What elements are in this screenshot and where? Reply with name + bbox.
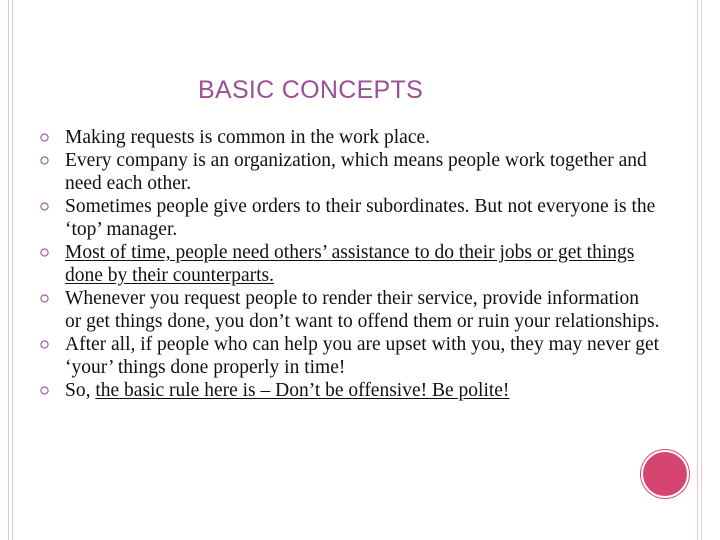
bullet-text: Making requests is common in the work place. <box>65 127 431 148</box>
bullet-item <box>40 287 660 333</box>
bullet-item <box>40 126 660 149</box>
bullet-text: Whenever you request people to render their service, provide information or get things done, you don’t want to offend them or ruin your relationships. <box>65 288 660 332</box>
hollow-circle-icon <box>40 202 49 211</box>
bullet-text: So, <box>65 380 96 401</box>
accent-circle <box>641 450 689 498</box>
slide-title: BASIC CONCEPTS <box>198 76 424 104</box>
hollow-circle-icon <box>40 248 49 257</box>
bullet-text: Most of time, people need others’ assistance to do their jobs or get things done by their counterparts. <box>65 242 635 286</box>
hollow-circle-icon <box>40 294 49 303</box>
hollow-circle-icon <box>40 133 49 142</box>
bullet-text: the basic rule here is – Don’t be offensive! Be polite! <box>95 380 510 401</box>
bullet-item <box>40 241 660 287</box>
bullet-text: Every company is an organization, which means people work together and need each other. <box>65 150 647 194</box>
hollow-circle-icon <box>40 386 49 395</box>
hollow-circle-icon <box>40 156 49 165</box>
bullet-text: After all, if people who can help you are upset with you, they may never get ‘your’ things done properly in time! <box>65 334 660 378</box>
bullet-item <box>40 333 660 379</box>
bullet-text: Sometimes people give orders to their subordinates. But not everyone is the ‘top’ manager. <box>65 196 656 240</box>
bullet-item <box>40 379 660 402</box>
hollow-circle-icon <box>40 340 49 349</box>
bullet-list <box>40 126 660 402</box>
bullet-item <box>40 195 660 241</box>
bullet-item <box>40 149 660 195</box>
